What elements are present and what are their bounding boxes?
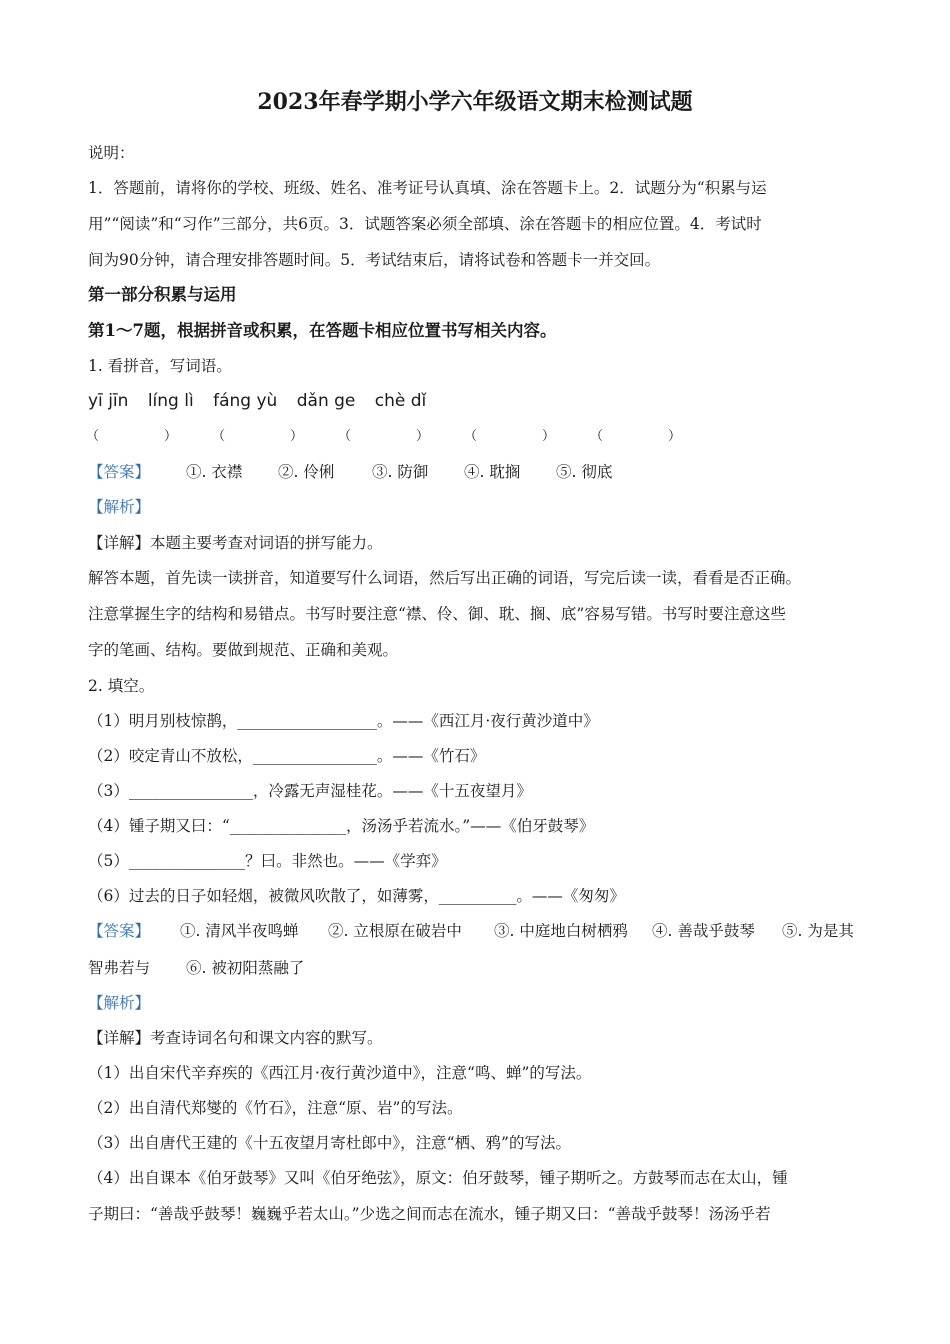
- answer-blanks-row: [86, 427, 716, 447]
- answer-blank: （ ）: [464, 429, 556, 444]
- fill-item: （4）锺子期又曰：“_______________，汤汤乎若流水。”——《伯牙鼓琴》: [88, 817, 595, 835]
- answer-item: ⑥. 被初阳蒸融了: [186, 959, 305, 977]
- notes-label: 说明：: [88, 144, 135, 162]
- answer-blank: （ ）: [590, 429, 682, 444]
- detail-line: 注意掌握生字的结构和易错点。书写时要注意“襟、伶、御、耽、搁、底”容易写错。书写时要注意这些: [88, 605, 786, 623]
- section-instruction: 第1～7题，根据拼音或积累，在答题卡相应位置书写相关内容。: [88, 321, 557, 340]
- pinyin-word: chè dǐ: [374, 391, 427, 411]
- answer-blank: （ ）: [212, 429, 304, 444]
- fill-item: （1）明月别枝惊鹊，__________________。——《西江月·夜行黄沙道中》: [88, 712, 599, 730]
- answer-blank: （ ）: [86, 429, 178, 444]
- fill-item: （5）_______________？曰。非然也。——《学弈》: [88, 852, 447, 870]
- pinyin-word: yī jīn: [88, 391, 129, 411]
- answer-blank: （ ）: [338, 429, 430, 444]
- answer-item: ③. 中庭地白树栖鸦: [494, 922, 628, 940]
- pinyin-word: dǎn ge: [296, 391, 356, 411]
- answer-item: ①. 清风半夜鸣蝉: [180, 922, 299, 940]
- answer-label: 【答案】: [88, 463, 151, 481]
- notes-line: 1．答题前，请将你的学校、班级、姓名、准考证号认真填、涂在答题卡上。2．试题分为“积累与运: [88, 179, 767, 197]
- notes-line: 用”“阅读”和“习作”三部分，共6页。3．试题答案必须全部填、涂在答题卡的相应位置。4．考试时: [88, 215, 762, 233]
- question-prompt: 1. 看拼音，写词语。: [88, 357, 232, 375]
- answer-item: ⑤. 为是其: [782, 922, 854, 940]
- answer-item: ①. 衣襟: [186, 463, 243, 481]
- fill-item: （2）咬定青山不放松，________________。——《竹石》: [88, 747, 486, 765]
- analysis-label: 【解析】: [88, 994, 151, 1012]
- detail-line: 字的笔画、结构。要做到规范、正确和美观。: [88, 641, 399, 659]
- detail-line: 解答本题，首先读一读拼音，知道要写什么词语，然后写出正确的词语，写完后读一读，看看是否正确。: [88, 569, 802, 587]
- answer-item: ②. 立根原在破岩中: [328, 922, 462, 940]
- fill-item: （6）过去的日子如轻烟，被微风吹散了，如薄雾，__________。——《匆匆》: [88, 887, 625, 905]
- answer-item: ④. 耽搁: [464, 463, 521, 481]
- detail-line: （2）出自清代郑燮的《竹石》，注意“原、岩”的写法。: [88, 1099, 463, 1117]
- detail-line: 【详解】考查诗词名句和课文内容的默写。: [88, 1029, 383, 1047]
- detail-line: （1）出自宋代辛弃疾的《西江月·夜行黄沙道中》，注意“鸣、蝉”的写法。: [88, 1064, 592, 1082]
- answer-label: 【答案】: [88, 922, 151, 940]
- answer-item: ③. 防御: [372, 463, 429, 481]
- detail-line: （3）出自唐代王建的《十五夜望月寄杜郎中》，注意“栖、鸦”的写法。: [88, 1134, 571, 1152]
- pinyin-row: [88, 391, 440, 411]
- fill-item: （3）________________，冷露无声湿桂花。——《十五夜望月》: [88, 782, 532, 800]
- answer-row: [88, 462, 612, 482]
- answer-item: 智弗若与: [88, 959, 151, 977]
- question-prompt: 2. 填空。: [88, 677, 155, 695]
- detail-line: 【详解】本题主要考查对词语的拼写能力。: [88, 534, 383, 552]
- answer-row-continued: [88, 958, 304, 978]
- detail-line: 子期曰：“善哉乎鼓琴！巍巍乎若太山。”少选之间而志在流水，锺子期又曰：“善哉乎鼓琴！汤汤乎若: [88, 1205, 771, 1223]
- pinyin-word: fáng yù: [213, 391, 278, 411]
- section-heading: 第一部分积累与运用: [88, 285, 237, 304]
- pinyin-word: líng lì: [147, 391, 194, 411]
- answer-row: [88, 921, 854, 941]
- answer-item: ④. 善哉乎鼓琴: [652, 922, 755, 940]
- answer-item: ②. 伶俐: [278, 463, 335, 481]
- analysis-label: 【解析】: [88, 498, 151, 516]
- page-title: 2023年春学期小学六年级语文期末检测试题: [257, 89, 693, 115]
- answer-item: ⑤. 彻底: [556, 463, 613, 481]
- notes-line: 间为90分钟，请合理安排答题时间。5．考试结束后，请将试卷和答题卡一并交回。: [88, 251, 661, 269]
- detail-line: （4）出自课本《伯牙鼓琴》又叫《伯牙绝弦》，原文：伯牙鼓琴，锺子期听之。方鼓琴而志在太山，锺: [88, 1169, 788, 1187]
